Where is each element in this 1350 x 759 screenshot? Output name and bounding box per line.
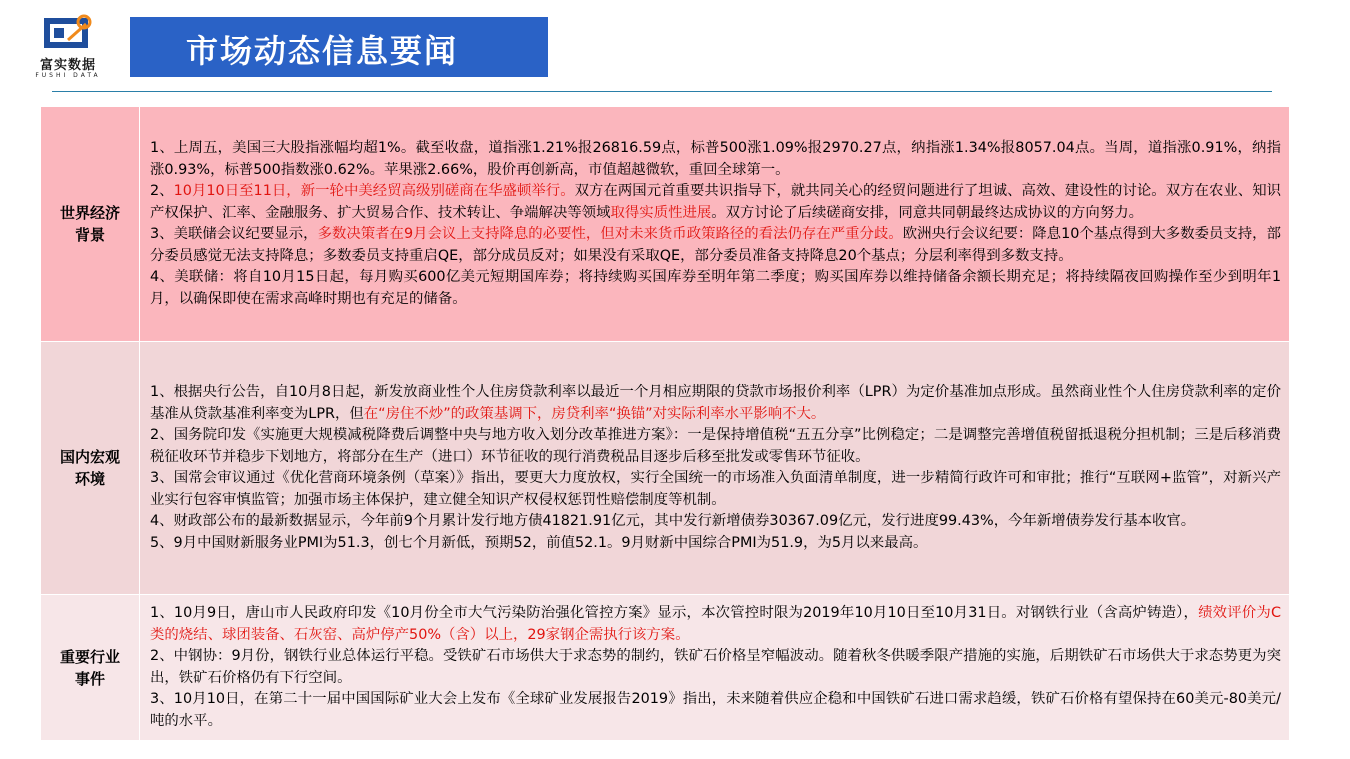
body-text: 2、国务院印发《实施更大规模减税降费后调整中央与地方收入划分改革推进方案》：一是保持增值税“五五分享”比例稳定；二是调整完善增值税留抵退税分担机制；三是后移消费税征收环节并稳步下划地方，将部分在生产（进口）环节征收的现行消费税品目逐步后移至批发或零售环节征收。 (150, 427, 1281, 465)
section-row (41, 342, 1290, 595)
news-paragraph (150, 138, 1281, 181)
section-label (41, 342, 140, 595)
highlight-text: 在“房住不炒”的政策基调下，房贷利率“换锚”对实际利率水平影响不大。 (363, 405, 826, 422)
news-paragraph (150, 511, 1281, 533)
body-text: 1、10月9日，唐山市人民政府印发《10月份全市大气污染防治强化管控方案》显示，本次管控时限为2019年10月10日至10月31日。对钢铁行业（含高炉铸造）， (150, 605, 1199, 621)
body-text: 。双方讨论了后续磋商安排，同意共同朝最终达成协议的方向努力。 (711, 204, 1143, 221)
highlight-text: 10月10日至11日，新一轮中美经贸高级别磋商在华盛顿举行。 (173, 183, 575, 199)
body-text: 双方在两国元首重要共识指导下，就共同关心的经贸问题进行了坦诚、高效、建设性的讨论。双方在农业、知识产权保护、汇率、金融服务、扩大贸易合作、技术转让、争端解决等领域 (150, 183, 1282, 221)
news-paragraph (150, 533, 1281, 555)
news-paragraph (150, 425, 1281, 468)
company-logo (18, 14, 118, 79)
body-text: 5、9月中国财新服务业PMI为51.3，创七个月新低，预期52，前值52.1。9月财新中国综合PMI为51.9，为5月以来最高。 (150, 534, 928, 551)
header-divider (52, 91, 1272, 92)
body-text: 欧洲央行会议纪要：降息10个基点得到大多数委员支持，部分委员感觉无法支持降息；多数委员支持重启QE，部分成员反对；如果没有采取QE，部分委员准备支持降息20个基点；分层利率得到多数支持。 (150, 226, 1281, 264)
highlight-text: 多数决策者在9月会议上支持降息的必要性，但对未来货币政策路径的看法仍存在严重分歧。 (317, 226, 903, 242)
section-label-line: 环境 (74, 470, 105, 488)
section-label-line: 背景 (74, 226, 105, 244)
highlight-text: 取得实质性进展 (610, 204, 712, 221)
news-paragraph (150, 224, 1281, 267)
body-text: 2、 (150, 183, 174, 199)
news-paragraph (150, 689, 1281, 732)
news-paragraph (150, 646, 1281, 689)
news-paragraph (150, 603, 1281, 646)
section-content (140, 595, 1290, 741)
body-text: 1、根据央行公告，自10月8日起，新发放商业性个人住房贷款利率以最近一个月相应期限的贷款市场报价利率（LPR）为定价基准加点形成。虽然商业性个人住房贷款利率的定价基准从贷款基准利率变为LPR，但 (150, 384, 1281, 422)
section-label (41, 107, 140, 342)
body-text: 3、美联储会议纪要显示， (150, 226, 318, 242)
section-label-line: 重要行业 (59, 647, 120, 666)
news-paragraph (150, 181, 1281, 224)
section-row (41, 107, 1290, 342)
section-row (41, 595, 1290, 741)
body-text: 4、财政部公布的最新数据显示，今年前9个月累计发行地方债41821.91亿元，其中发行新增债券30367.09亿元，发行进度99.43%，今年新增债券发行基本收官。 (150, 513, 1196, 529)
logo-icon (40, 14, 96, 54)
news-paragraph (150, 382, 1281, 425)
body-text: 1、上周五，美国三大股指涨幅均超1%。截至收盘，道指涨1.21%报26816.59点，标普500涨1.09%报2970.27点，纳指涨1.34%报8057.04点。当周，道指涨0.91%，纳指涨0.93%，标普500指数涨0.62%。苹果涨2.66%，股价再创新高，市值超越微软，重回全球第一。 (150, 140, 1281, 178)
news-paragraph (150, 468, 1281, 511)
section-label (41, 595, 140, 741)
logo-name: 富实数据 (39, 58, 96, 73)
section-content (140, 342, 1290, 595)
title-banner (130, 17, 548, 77)
news-paragraph (150, 267, 1281, 310)
section-label-line: 国内宏观 (59, 448, 120, 466)
body-text: 3、国常会审议通过《优化营商环境条例（草案）》指出，要更大力度放权，实行全国统一的市场准入负面清单制度，进一步精简行政许可和审批；推行“互联网+监管”，对新兴产业实行包容审慎监管；加强市场主体保护，建立健全知识产权侵权惩罚性赔偿制度等机制。 (150, 470, 1281, 508)
body-text: 3、10月10日，在第二十一届中国国际矿业大会上发布《全球矿业发展报告2019》指出，未来随着供应企稳和中国铁矿石进口需求趋缓，铁矿石价格有望保持在60美元-80美元/吨的水平。 (150, 691, 1281, 729)
body-text: 2、中钢协：9月份，钢铁行业总体运行平稳。受铁矿石市场供大于求态势的制约，铁矿石价格呈窄幅波动。随着秋冬供暖季限产措施的实施，后期铁矿石市场供大于求态势更为突出，铁矿石价格仍有下行空间。 (150, 648, 1281, 686)
section-content (140, 107, 1290, 342)
page-title: 市场动态信息要闻 (186, 32, 459, 70)
news-table (40, 106, 1290, 741)
section-label-line: 世界经济 (59, 204, 120, 222)
body-text: 4、美联储：将自10月15日起，每月购买600亿美元短期国库券；将持续购买国库券至明年第二季度；购买国库券以维持储备余额长期充足；将持续隔夜回购操作至少到明年1月，以确保即使在需求高峰时期也有充足的储备。 (150, 269, 1281, 307)
logo-subtitle: FUSHI DATA (35, 72, 101, 79)
highlight-text: 绩效评价为C类的烧结、球团装备、石灰窑、高炉停产50%（含）以上，29家钢企需执行该方案。 (150, 605, 1281, 643)
section-label-line: 事件 (74, 669, 105, 688)
